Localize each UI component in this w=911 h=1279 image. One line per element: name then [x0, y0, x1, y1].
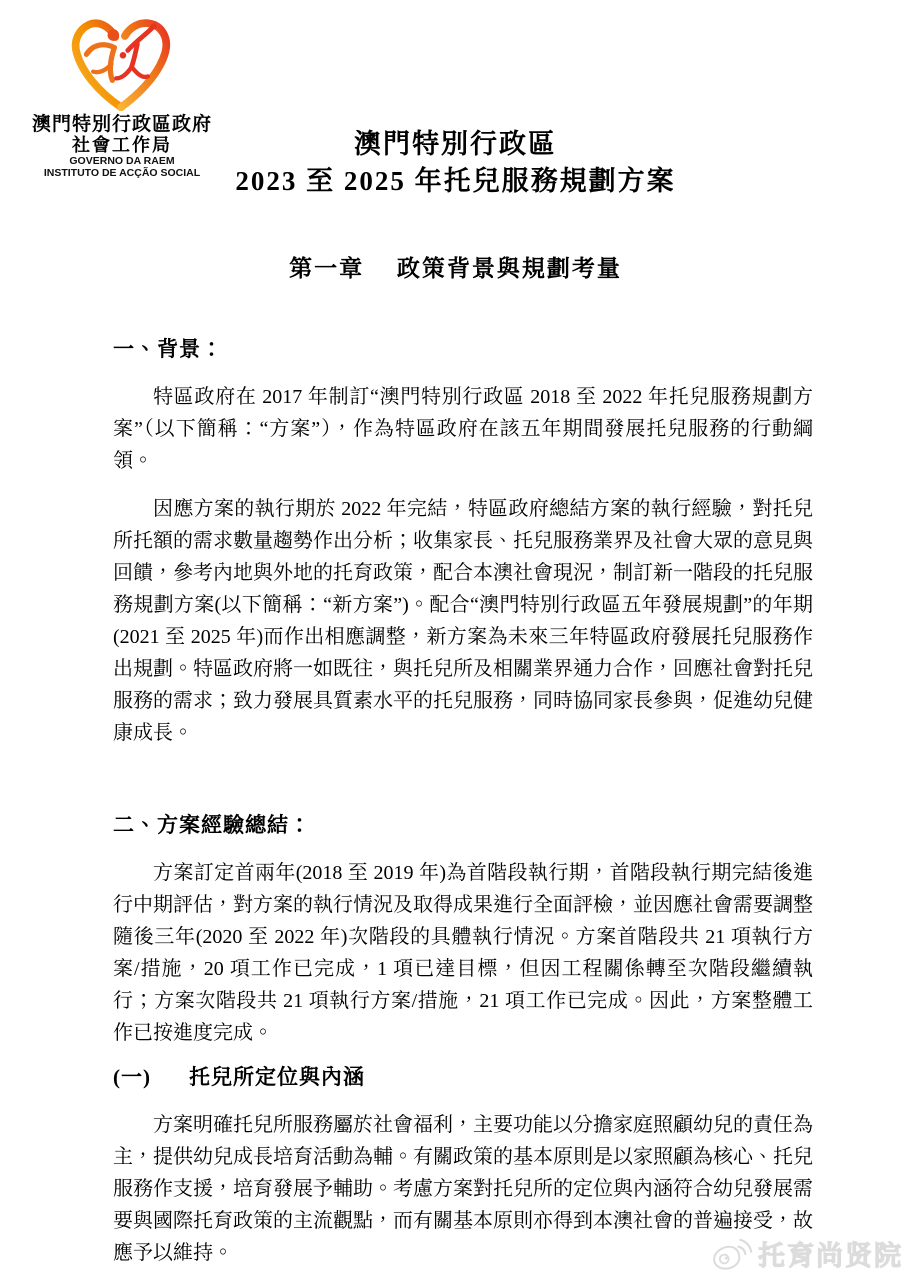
org-name-portuguese: GOVERNO DA RAEM [69, 155, 175, 167]
section-2-paragraph-1: 方案訂定首兩年(2018 至 2019 年)為首階段執行期，首階段執行期完結後進行中期評估，對方案的執行情況及取得成果進行全面評檢，並因應社會需要調整隨後三年(2020 至 2022 年)次階段的具體執行情況。方案首階段共 21 項執行方案/措施，20 項工作已完成，1 項已達目標，但因工程關係轉至次階段繼續執行；方案次階段共 21 項執行方案/措施，21 項工作已完成。因此，方案整體工作已按進度完成。 [113, 862, 813, 1044]
weibo-icon [711, 1235, 753, 1273]
chapter-heading: 第一章 政策背景與規劃考量 [289, 256, 622, 281]
section-1-paragraph-2: 因應方案的執行期於 2022 年完結，特區政府總結方案的執行經驗，對托兒所托額的需求數量趨勢作出分析；收集家長、托兒服務業界及社會大眾的意見與回饋，參考內地與外地的托育政策，配合本澳社會現況，制訂新一階段的托兒服務規劃方案(以下簡稱：“新方案”)。配合“澳門特別行政區五年發展規劃”的年期(2021 至 2025 年)而作出相應調整，新方案為未來三年特區政府發展托兒服務作出規劃。特區政府將一如既往，與托兒所及相關業界通力合作，回應社會對托兒服務的需求；致力發展具質素水平的托兒服務，同時協同家長參與，促進幼兒健康成長。 [113, 498, 813, 744]
title-line-2: 2023 至 2025 年托兒服務規劃方案 [235, 166, 676, 196]
heart-logo-icon [62, 12, 182, 112]
subsection-1-title: 托兒所定位與內涵 [189, 1065, 365, 1089]
org-bureau-portuguese: INSTITUTO DE ACÇÃO SOCIAL [43, 167, 201, 179]
org-name-chinese: 澳門特別行政區政府 [31, 114, 212, 135]
watermark [711, 1234, 903, 1273]
section-2-heading: 二、方案經驗總結： [113, 813, 311, 837]
subsection-1-paragraph-1: 方案明確托兒所服務屬於社會福利，主要功能以分擔家庭照顧幼兒的責任為主，提供幼兒成長培育活動為輔。有關政策的基本原則是以家照顧為核心、托兒服務作支援，培育發展予輔助。考慮方案對托兒所的定位與內涵符合幼兒發展需要與國際托育政策的主流觀點，而有關基本原則亦得到本澳社會的普遍接受，故應予以維持。 [113, 1114, 813, 1264]
watermark-text: 托育尚贤院 [758, 1241, 903, 1271]
document-body [113, 333, 813, 1269]
subsection-1-heading [113, 1061, 813, 1091]
section-1-heading: 一、背景： [113, 337, 223, 361]
org-bureau-chinese: 社會工作局 [72, 135, 172, 155]
org-logo-block [20, 12, 224, 179]
subsection-1-number: (一) [113, 1065, 151, 1089]
title-line-1: 澳門特別行政區 [354, 129, 557, 159]
section-1-paragraph-1: 特區政府在 2017 年制訂“澳門特別行政區 2018 至 2022 年托兒服務規劃方案”（以下簡稱：“方案”），作為特區政府在該五年期間發展托兒服務的行動綱領。 [113, 386, 813, 472]
